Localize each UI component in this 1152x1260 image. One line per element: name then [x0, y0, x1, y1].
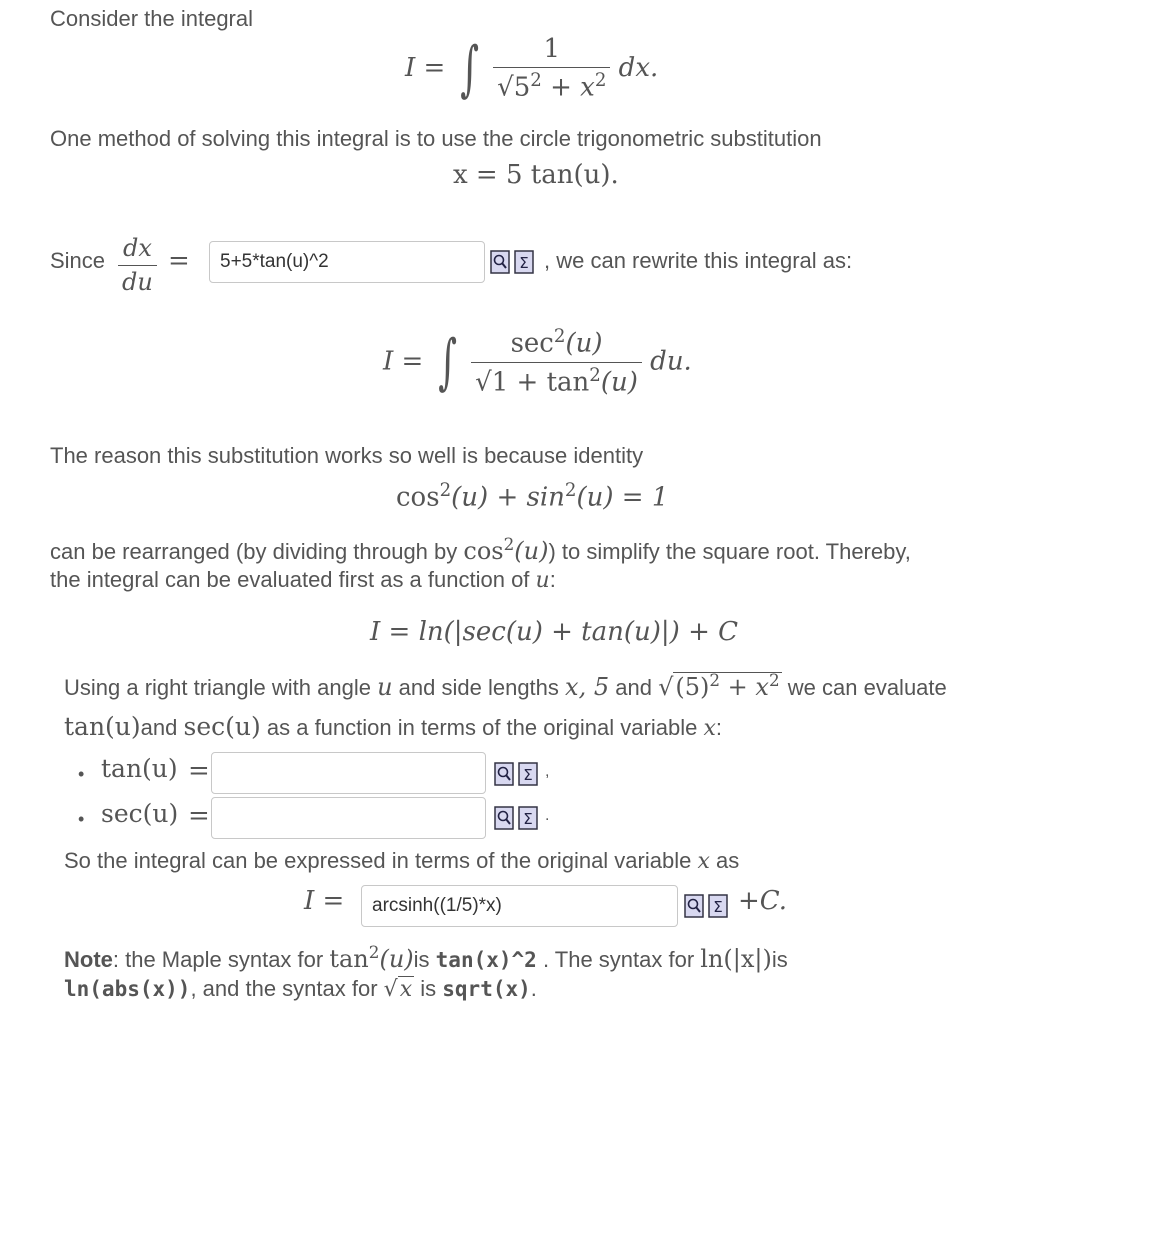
sec-u-tools [494, 806, 538, 830]
bullet-dot: • [78, 809, 85, 829]
tan-u-tools [494, 762, 538, 786]
derivative-equals: = [168, 246, 190, 276]
intro-denominator: $√5^2 + x^2$ [493, 67, 610, 104]
preview-icon[interactable] [684, 894, 704, 918]
equation-editor-icon[interactable] [518, 806, 538, 830]
intro-numerator: 1 [543, 34, 561, 64]
equation-editor-icon[interactable] [708, 894, 728, 918]
equation-editor-icon[interactable] [514, 250, 534, 274]
note-label: Note [64, 947, 113, 972]
svg-text:Σ: Σ [523, 766, 533, 784]
rewritten-denominator: $√1 + \tan^2(u)$ [471, 362, 642, 399]
intro-integral [405, 34, 658, 104]
rewritten-numerator: $\sec^2(u)$ [510, 326, 603, 359]
svg-text:Σ: Σ [523, 810, 533, 828]
dx-du-input[interactable] [209, 241, 485, 283]
tan-u-equals: = [188, 756, 210, 786]
final-lhs: I = [304, 886, 345, 916]
rewritten-lhs: I [383, 346, 394, 377]
function-of-u-text: the integral can be evaluated first as a function of u: [50, 567, 556, 593]
sec-u-suffix: . [545, 807, 550, 824]
method-text: One method of solving this integral is to use the circle trigonometric substitution [50, 126, 822, 151]
note-code-ln: ln(abs(x)) [64, 977, 191, 1001]
svg-text:Σ: Σ [519, 254, 529, 272]
result-u-formula: I = ln(|sec(u) + tan(u)|) + C [370, 617, 739, 647]
rewritten-integral [383, 326, 692, 399]
tan-u-input[interactable] [211, 752, 486, 794]
preview-icon[interactable] [490, 250, 510, 274]
integral-sign-icon: ∫ [459, 34, 479, 105]
substitution-formula: x = 5 tan(u). [453, 160, 619, 190]
intro-lhs: I [405, 53, 416, 84]
since-label: Since [50, 248, 106, 273]
rearranged-text: can be rearranged (by dividing through by $\cos^2(u)$) to simplify the square root. Thereby, [50, 534, 911, 565]
triangle-text: Using a right triangle with angle u and side lengths x, 5 and $√(5)^2 + x^2$ we can evaluate [64, 670, 947, 701]
tan-u-label: tan(u) [101, 754, 178, 783]
rewritten-eq: = [401, 346, 432, 377]
tan-u-suffix: , [545, 763, 550, 780]
final-constant: +C. [738, 886, 788, 916]
intro-text: Consider the integral [50, 6, 254, 31]
dx-du-tools [490, 250, 534, 274]
note-line-2: ln(abs(x)), and the syntax for √x is sqrt(x). [64, 976, 537, 1002]
identity-formula: $\cos^2(u) + \sin^2(u) = 1$ [396, 480, 669, 513]
reason-text: The reason this substitution works so well is because identity [50, 443, 644, 468]
sec-u-input[interactable] [211, 797, 486, 839]
integral-sign-icon: ∫ [437, 327, 457, 398]
final-text: So the integral can be expressed in terms of the original variable x as [64, 848, 740, 874]
triangle-line-2: tan(u)and sec(u) as a function in terms of the original variable x: [64, 712, 722, 741]
bullet-dot: • [78, 764, 85, 784]
intro-fraction [493, 34, 610, 104]
sec-u-label: sec(u) [101, 799, 179, 828]
svg-text:Σ: Σ [713, 898, 723, 916]
sec-u-equals: = [188, 801, 210, 831]
preview-icon[interactable] [494, 762, 514, 786]
rewrite-text: , we can rewrite this integral as: [544, 248, 853, 273]
intro-differential: dx. [618, 53, 659, 84]
final-answer-input[interactable] [361, 885, 678, 927]
preview-icon[interactable] [494, 806, 514, 830]
intro-eq: = [423, 53, 454, 84]
equation-editor-icon[interactable] [518, 762, 538, 786]
rewritten-differential: du. [650, 346, 692, 377]
note-code-tan: tan(x)^2 [435, 948, 537, 972]
note-code-sqrt: sqrt(x) [442, 977, 531, 1001]
note-line-1: Note: the Maple syntax for $\tan^2(u)is$ tan(x)^2 . The syntax for ln(|x|)is [64, 942, 788, 973]
dx-du-fraction: $\frac{dx}{du}$ [118, 234, 157, 297]
final-answer-tools [684, 894, 728, 918]
rewritten-fraction [471, 326, 642, 399]
